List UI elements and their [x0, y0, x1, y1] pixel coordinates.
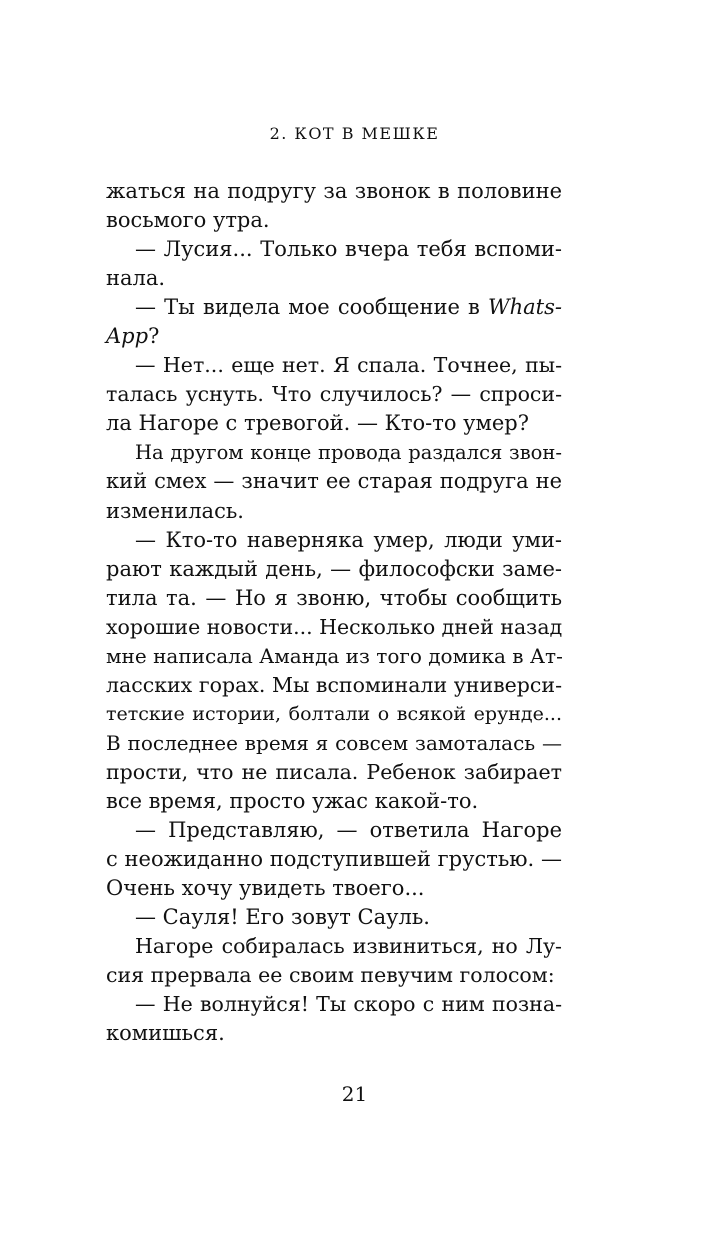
text-line: — Кто-то наверняка умер, люди уми-	[135, 527, 562, 552]
text-line: нала.	[106, 266, 166, 291]
text-line: Нагоре собиралась извиниться, но Лу-	[135, 934, 562, 959]
text-line: изменилась.	[106, 498, 244, 523]
text-line: — Сауля! Его зовут Сауль.	[135, 905, 430, 930]
text-line: мне написала Аманда из того домика в Ат-	[106, 643, 563, 668]
text-line: талась уснуть. Что случилось? — спроси-	[106, 382, 562, 407]
text-line: прости, что не писала. Ребенок забирает	[106, 759, 562, 784]
text-line: — Ты видела мое сообщение в Whats-	[135, 295, 562, 320]
text-line: App?	[106, 324, 160, 349]
running-header: 2. КОТ В МЕШКЕ	[269, 124, 440, 143]
text-line: Очень хочу увидеть твоего...	[106, 876, 425, 901]
text-line: На другом конце провода раздался звон-	[135, 441, 562, 465]
text-line: сия прервала ее своим певучим голосом:	[106, 963, 555, 988]
text-line: рают каждый день, — философски заме-	[106, 556, 562, 581]
app-name-italic: Whats-	[488, 295, 562, 320]
app-name-italic: App	[106, 324, 149, 349]
text-line: — Не волнуйся! Ты скоро с ним позна-	[135, 992, 562, 1017]
text-line: тетские истории, болтали о всякой ерунде...	[106, 702, 562, 725]
text-line: кий смех — значит ее старая подруга не	[106, 469, 562, 494]
text-line: восьмого утра.	[106, 208, 270, 233]
text-line: В последнее время я совсем замоталась —	[106, 730, 562, 755]
text-line: — Нет... еще нет. Я спала. Точнее, пы-	[135, 353, 562, 378]
text-line: все время, просто ужас какой-то.	[106, 788, 479, 813]
text-line: ласских горах. Мы вспоминали универси-	[106, 672, 562, 697]
page-number: 21	[341, 1082, 368, 1106]
text-line: жаться на подругу за звонок в половине	[106, 179, 562, 203]
text-line: — Представляю, — ответила Нагоре	[135, 818, 562, 843]
text-line: — Лусия... Только вчера тебя вспоми-	[135, 237, 562, 262]
text-line: комишься.	[106, 1021, 225, 1046]
text-line: тила та. — Но я звоню, чтобы сообщить	[106, 585, 562, 610]
text-line: хорошие новости... Несколько дней назад	[106, 614, 563, 639]
text-line: с неожиданно подступившей грустью. —	[106, 847, 562, 872]
body-text	[106, 177, 562, 1048]
text-line: ла Нагоре с тревогой. — Кто-то умер?	[106, 411, 529, 436]
